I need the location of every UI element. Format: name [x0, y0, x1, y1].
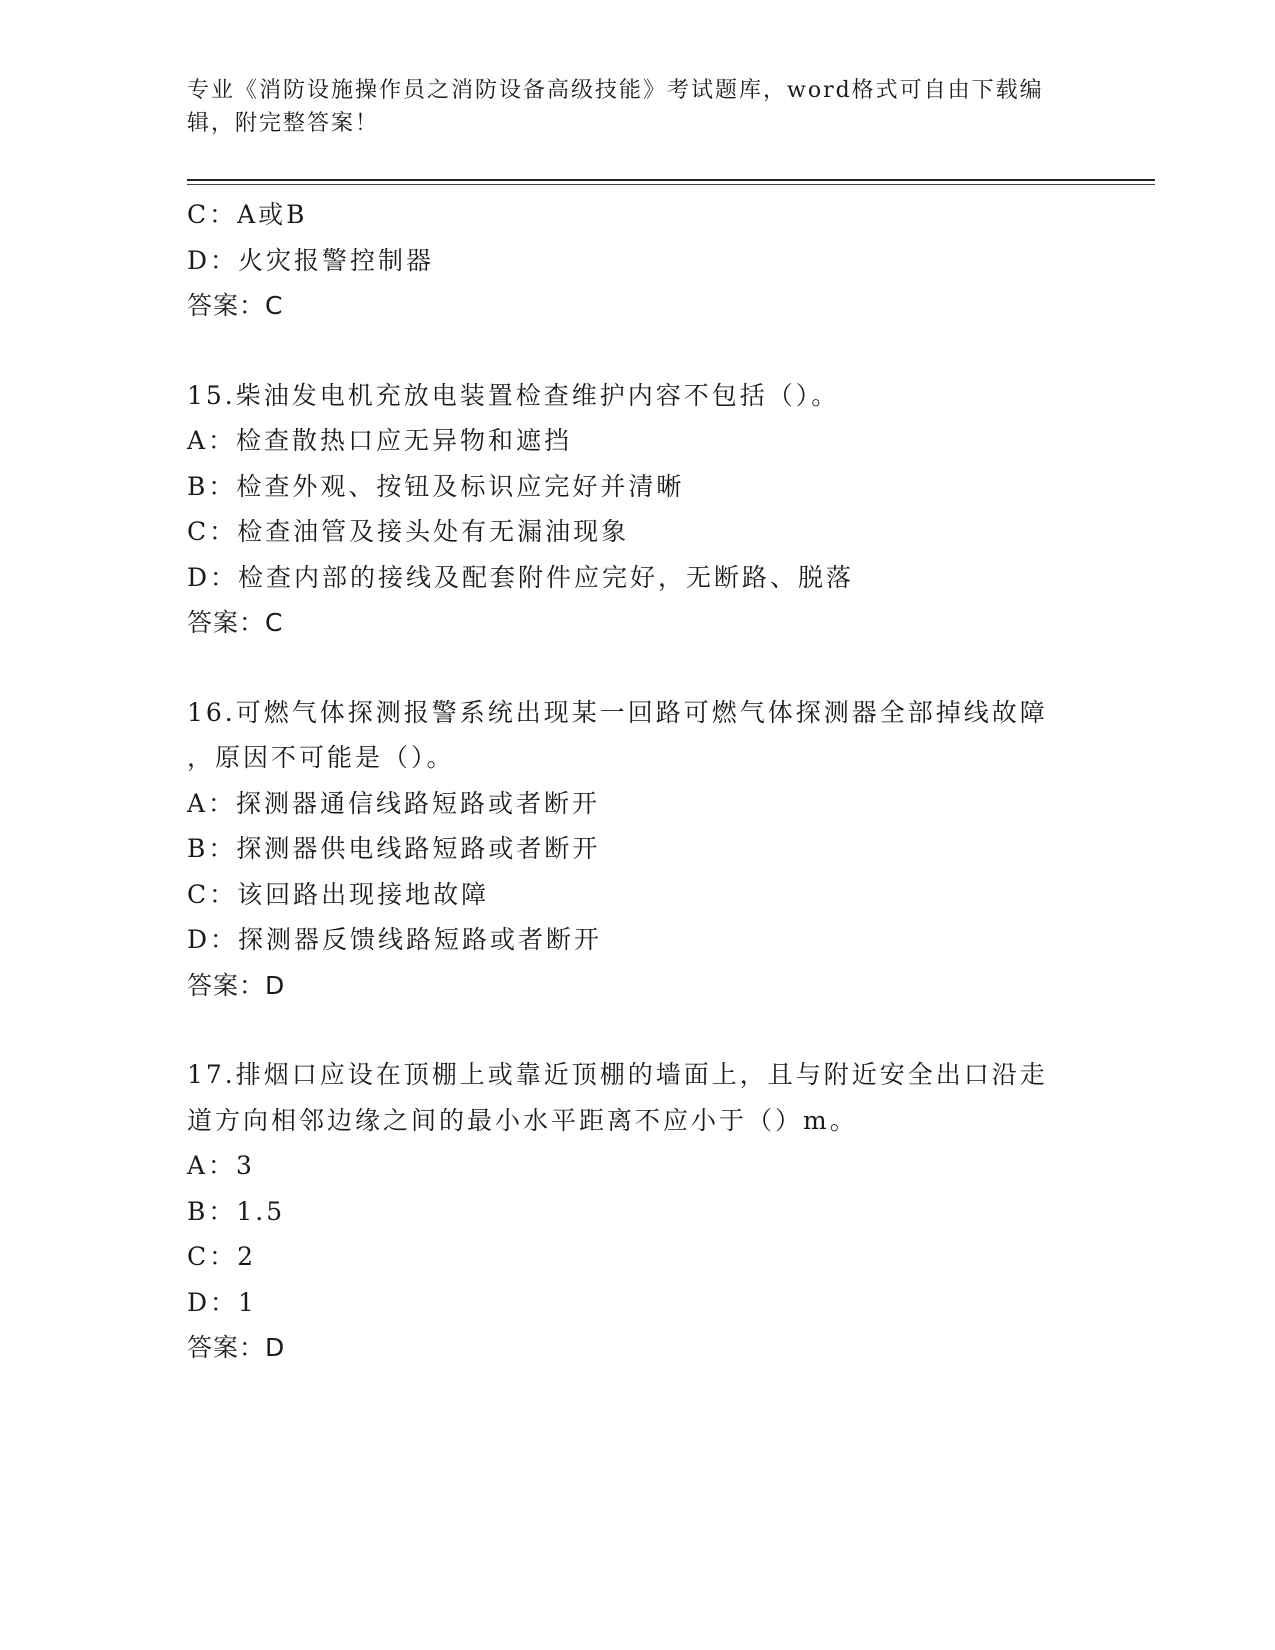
question-stem: 15.柴油发电机充放电装置检查维护内容不包括（）。 [187, 380, 840, 410]
question-16 [187, 690, 1097, 1009]
option-b: B：探测器供电线路短路或者断开 [187, 834, 601, 863]
option-b: B：检查外观、按钮及标识应完好并清晰 [187, 471, 685, 501]
question-14 [187, 192, 1097, 329]
answer: 答案：C [187, 608, 284, 637]
option-a: A：探测器通信线路短路或者断开 [187, 788, 601, 818]
question-stem-line-1: 16.可燃气体探测报警系统出现某一回路可燃气体探测器全部掉线故障 [187, 697, 1048, 727]
question-stem-line-1: 17.排烟口应设在顶棚上或靠近顶棚的墙面上，且与附近安全出口沿走 [187, 1060, 1048, 1089]
option-a: A：3 [187, 1151, 255, 1180]
answer: 答案：C [187, 291, 284, 320]
document-header [187, 74, 1087, 140]
header-divider-thin [187, 184, 1155, 185]
header-divider-thick [187, 179, 1155, 181]
option-c: C：A或B [187, 200, 308, 229]
option-c: C：2 [187, 1242, 257, 1271]
question-15 [187, 373, 1097, 646]
option-d: D：探测器反馈线路短路或者断开 [187, 925, 603, 954]
option-c: C：该回路出现接地故障 [187, 879, 490, 909]
answer: 答案：D [187, 1333, 286, 1362]
header-line-1: 专业《消防设施操作员之消防设备高级技能》考试题库，word格式可自由下载编 [187, 78, 1044, 103]
option-c: C：检查油管及接头处有无漏油现象 [187, 517, 630, 546]
spacer [187, 1008, 1097, 1052]
option-b: B：1.5 [187, 1196, 286, 1226]
header-line-2: 辑，附完整答案！ [187, 111, 380, 136]
question-list [187, 192, 1097, 1371]
option-d: D：火灾报警控制器 [187, 245, 435, 275]
question-17 [187, 1052, 1097, 1371]
option-d: D：检查内部的接线及配套附件应完好，无断路、脱落 [187, 562, 855, 592]
question-stem-line-2: 道方向相邻边缘之间的最小水平距离不应小于（）m。 [187, 1105, 858, 1135]
option-a: A：检查散热口应无异物和遮挡 [187, 426, 573, 455]
option-d: D：1 [187, 1287, 257, 1317]
spacer [187, 646, 1097, 690]
question-stem-line-2: ，原因不可能是（）。 [187, 743, 455, 772]
answer: 答案：D [187, 970, 286, 1000]
spacer [187, 329, 1097, 373]
